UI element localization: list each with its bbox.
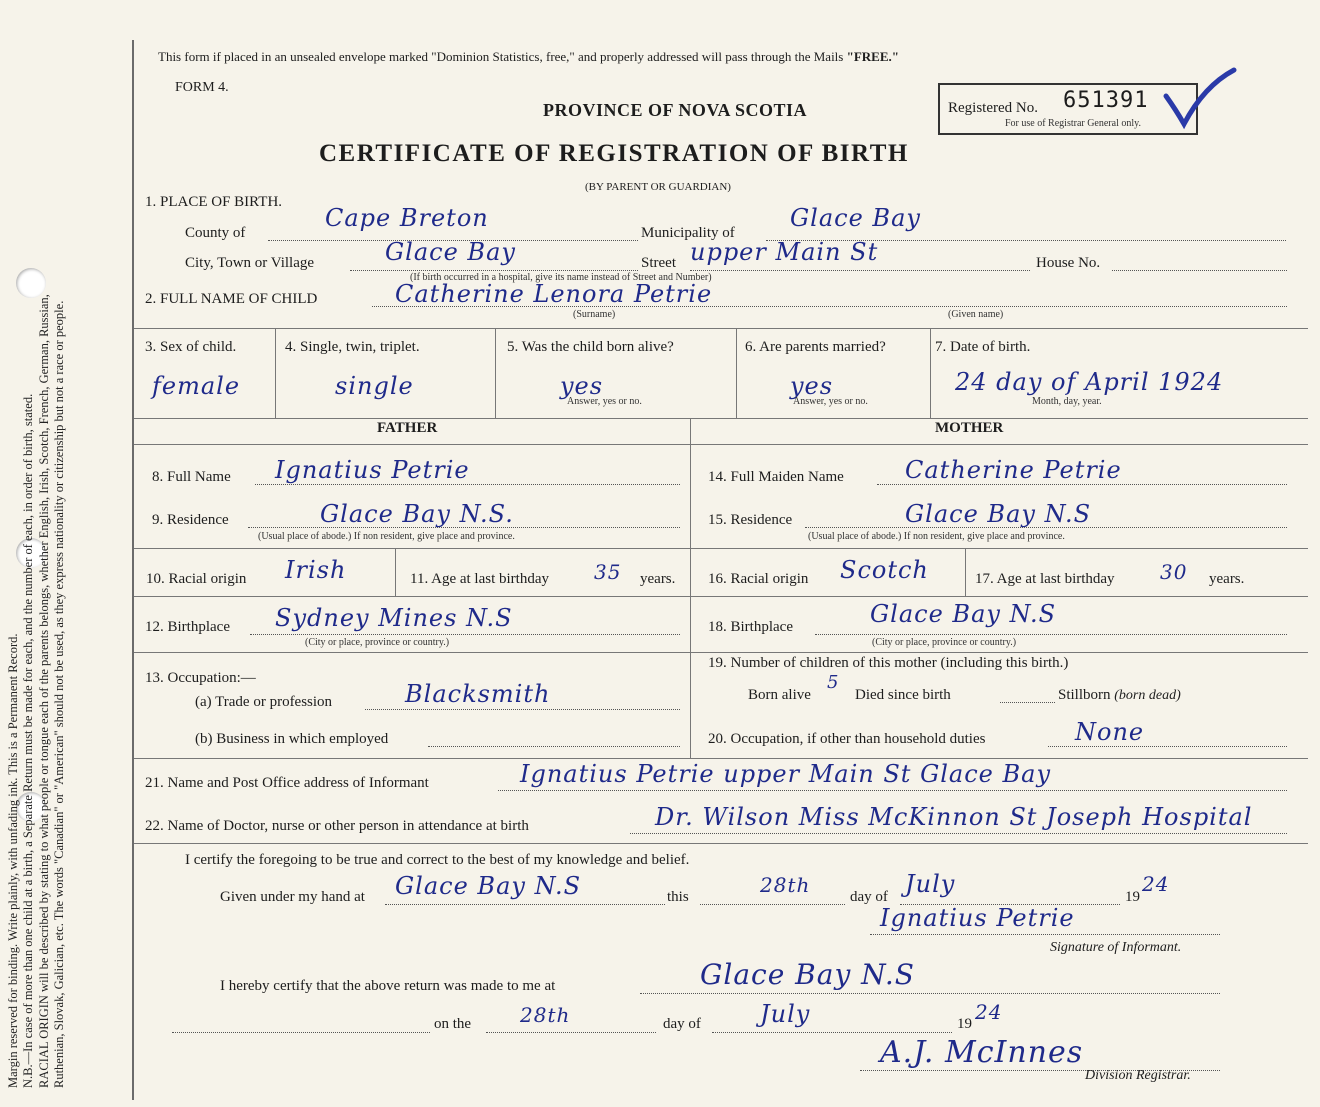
informant-signature-label: Signature of Informant. (1050, 940, 1182, 955)
given-month-value: July (905, 870, 956, 898)
mother-name-value: Catherine Petrie (905, 456, 1122, 484)
mother-birthplace-line (815, 634, 1287, 635)
margin-note-line: N.B.—In case of more than one child at a birth, a Separate Return must be made for each, and the number of each, in order of birth, stated. (21, 393, 36, 1088)
sex-label: 3. Sex of child. (145, 339, 237, 355)
check-mark-icon (1160, 66, 1238, 130)
registrar-signature-label: Division Registrar. (1085, 1068, 1191, 1083)
municipality-value: Glace Bay (790, 204, 921, 232)
father-birthplace-label: 12. Birthplace (145, 619, 230, 635)
registrar-use-note: For use of Registrar General only. (1005, 118, 1141, 129)
on-the-label: on the (434, 1016, 472, 1032)
registrar-statement: I hereby certify that the above return was made to me at (220, 978, 556, 994)
parents-married-answer: yes (790, 372, 834, 400)
registrar-place-line (640, 993, 1220, 994)
mother-occupation-line (1048, 746, 1287, 747)
father-residence-note: (Usual place of abode.) If non resident, give place and province. (258, 531, 515, 542)
given-year-value: 24 (1142, 872, 1170, 896)
province-heading: PROVINCE OF NOVA SCOTIA (543, 100, 808, 120)
county-label: County of (185, 225, 246, 241)
father-occupation-label: 13. Occupation:— (145, 670, 256, 686)
informant-signature: Ignatius Petrie (880, 904, 1075, 932)
registrar-day-value: 28th (520, 1003, 571, 1027)
father-racial-label: 10. Racial origin (146, 571, 247, 587)
registered-label: Registered No. (948, 100, 1038, 116)
this-label: this (667, 889, 689, 905)
divider (134, 328, 1308, 329)
died-since-birth-line (1000, 702, 1055, 703)
doctor-label: 22. Name of Doctor, nurse or other person in attendance at birth (145, 818, 529, 834)
divider (134, 652, 1308, 653)
father-trade-value: Blacksmith (405, 680, 551, 708)
given-day-of-label: day of (850, 889, 888, 905)
mother-age-unit: years. (1209, 571, 1245, 587)
mother-age-value: 30 (1160, 560, 1188, 584)
given-place-line (385, 904, 665, 905)
mother-birthplace-note: (City or place, province or country.) (872, 637, 1017, 648)
divider (134, 758, 1308, 759)
born-alive-count: 5 (827, 672, 840, 693)
surname-note: (Surname) (573, 309, 616, 320)
city-line (350, 270, 638, 271)
died-since-birth-label: Died since birth (855, 687, 951, 703)
stillborn-label: Stillborn (born dead) (1058, 687, 1181, 703)
father-birthplace-value: Sydney Mines N.S (275, 604, 513, 632)
born-alive-question: 5. Was the child born alive? (507, 339, 674, 355)
informant-label: 21. Name and Post Office address of Informant (145, 775, 429, 791)
mother-name-label: 14. Full Maiden Name (708, 469, 844, 485)
street-line (690, 270, 1030, 271)
mother-birthplace-value: Glace Bay N.S (870, 600, 1057, 628)
father-age-unit: years. (640, 571, 676, 587)
given-year-prefix: 19 (1125, 889, 1140, 905)
sex-value: female (152, 372, 241, 400)
column-divider (930, 328, 931, 418)
street-value: upper Main St (690, 238, 879, 266)
doctor-line (630, 833, 1287, 834)
given-place-value: Glace Bay N.S (395, 872, 582, 900)
children-count-label: 19. Number of children of this mother (including this birth.) (708, 655, 1069, 671)
municipality-label: Municipality of (641, 225, 735, 241)
column-divider (736, 328, 737, 418)
given-day-line (700, 904, 845, 905)
divider (134, 444, 1308, 445)
date-of-birth-note: Month, day, year. (1032, 396, 1102, 407)
divider (134, 548, 1308, 549)
parents-married-note: Answer, yes or no. (793, 396, 868, 407)
certify-statement: I certify the foregoing to be true and correct to the best of my knowledge and belief. (185, 852, 690, 868)
father-age-label: 11. Age at last birthday (410, 571, 549, 587)
father-trade-label: (a) Trade or profession (195, 694, 333, 710)
column-divider (395, 548, 396, 596)
father-birthplace-line (250, 634, 680, 635)
margin-note-line: RACIAL ORIGIN will be described by stating to what people or tongue each of the parents belongs, whether English, Irish, Scotch, French, German, Russian, (36, 294, 51, 1088)
margin-note-line: Ruthenian, Slovak, Galician, etc. The words "Canadian" or "American" should not be used, as they express nationality or citizenship but not a race or people. (52, 300, 67, 1088)
registrar-year-value: 24 (975, 1000, 1003, 1024)
registrar-day-of-label: day of (663, 1016, 701, 1032)
child-name-label: 2. FULL NAME OF CHILD (145, 291, 318, 307)
father-heading: FATHER (377, 420, 438, 436)
column-divider (495, 328, 496, 418)
born-alive-answer: yes (560, 372, 604, 400)
doctor-value: Dr. Wilson Miss McKinnon St Joseph Hospital (655, 803, 1253, 831)
registered-number: 651391 (1063, 88, 1149, 113)
house-number-label: House No. (1036, 255, 1101, 271)
single-twin-value: single (335, 372, 414, 400)
born-alive-label: Born alive (748, 687, 811, 703)
father-residence-value: Glace Bay N.S. (320, 500, 514, 528)
informant-signature-line (870, 934, 1220, 935)
margin-instructions (6, 88, 102, 1088)
mailing-note: This form if placed in an unsealed envelope marked "Dominion Statistics, free," and properly addressed will pass through the Mails "FREE." (158, 49, 899, 64)
father-name-line (255, 484, 680, 485)
father-business-label: (b) Business in which employed (195, 731, 389, 747)
certificate-subtitle: (BY PARENT OR GUARDIAN) (585, 181, 731, 193)
registrar-signature: A.J. McInnes (880, 1035, 1084, 1070)
mother-residence-label: 15. Residence (708, 512, 793, 528)
mother-occupation-value: None (1075, 718, 1145, 746)
divider (134, 596, 1308, 597)
informant-line (498, 790, 1287, 791)
father-residence-label: 9. Residence (152, 512, 229, 528)
mother-heading: MOTHER (935, 420, 1004, 436)
father-trade-line (365, 709, 680, 710)
divider (134, 843, 1308, 844)
given-day-value: 28th (760, 873, 811, 897)
father-age-value: 35 (594, 560, 622, 584)
registrar-lead-line (172, 1032, 430, 1033)
city-label: City, Town or Village (185, 255, 315, 271)
mother-name-line (877, 484, 1287, 485)
parents-married-question: 6. Are parents married? (745, 339, 886, 355)
informant-value: Ignatius Petrie upper Main St Glace Bay (520, 760, 1052, 788)
father-birthplace-note: (City or place, province or country.) (305, 637, 450, 648)
born-alive-note: Answer, yes or no. (567, 396, 642, 407)
parents-center-divider (690, 418, 691, 758)
house-number-line (1112, 270, 1287, 271)
registrar-place-value: Glace Bay N.S (700, 958, 915, 991)
date-of-birth-label: 7. Date of birth. (935, 339, 1031, 355)
father-racial-value: Irish (285, 556, 347, 584)
registrar-day-line (486, 1032, 656, 1033)
divider (134, 418, 1308, 419)
father-name-value: Ignatius Petrie (275, 456, 470, 484)
margin-note-line: Margin reserved for binding. Write plainly, with unfading ink. This is a Permanent Record. (6, 633, 20, 1088)
registrar-year-prefix: 19 (957, 1016, 972, 1032)
mother-residence-value: Glace Bay N.S (905, 500, 1092, 528)
city-value: Glace Bay (385, 238, 516, 266)
column-divider (275, 328, 276, 418)
registrar-month-line (712, 1032, 952, 1033)
mother-occupation-label: 20. Occupation, if other than household duties (708, 731, 986, 747)
mother-residence-note: (Usual place of abode.) If non resident, give place and province. (808, 531, 1065, 542)
date-of-birth-value: 24 day of April 1924 (955, 368, 1224, 396)
column-divider (965, 548, 966, 596)
form-number: FORM 4. (175, 80, 229, 95)
mother-age-label: 17. Age at last birthday (975, 571, 1115, 587)
father-business-line (428, 746, 680, 747)
mother-racial-label: 16. Racial origin (708, 571, 809, 587)
place-of-birth-label: 1. PLACE OF BIRTH. (145, 194, 283, 210)
father-name-label: 8. Full Name (152, 469, 231, 485)
certificate-title: CERTIFICATE OF REGISTRATION OF BIRTH (319, 140, 909, 167)
street-note: (If birth occurred in a hospital, give its name instead of Street and Number) (410, 272, 712, 283)
street-label: Street (641, 255, 676, 271)
mother-birthplace-label: 18. Birthplace (708, 619, 793, 635)
child-name-value: Catherine Lenora Petrie (395, 280, 713, 308)
single-twin-label: 4. Single, twin, triplet. (285, 339, 420, 355)
county-value: Cape Breton (325, 204, 489, 232)
given-under-hand-label: Given under my hand at (220, 889, 365, 905)
mother-racial-value: Scotch (840, 556, 929, 584)
registrar-month-value: July (760, 1000, 811, 1028)
given-name-note: (Given name) (948, 309, 1004, 320)
